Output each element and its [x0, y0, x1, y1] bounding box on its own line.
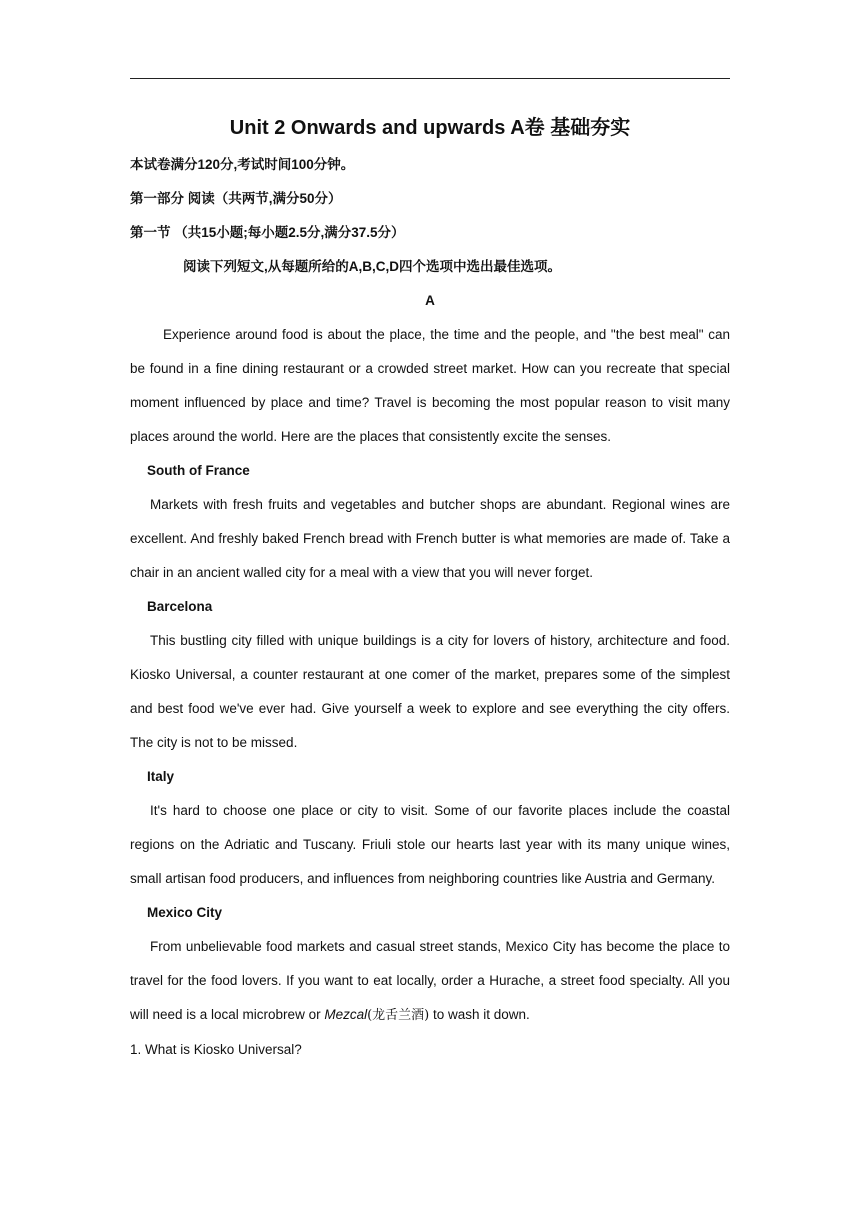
passage-intro-paragraph: Experience around food is about the place, the time and the people, and "the best meal" can be found in a fine dining restaurant or a crowded street market. How can you recreate that special moment influenced by place and time? Travel is becoming the most popular reason to visit many places around the world. Here are the places that consistently excite the senses. [130, 327, 730, 444]
section-heading-mexico-city: Mexico City [147, 905, 223, 920]
mezcal-chinese-gloss: (龙舌兰酒) [367, 1008, 430, 1023]
section-heading-italy: Italy [147, 769, 175, 784]
section-text-italy: It's hard to choose one place or city to visit. Some of our favorite places include the coastal regions on the Adriatic and Tuscany. Friuli stole our hearts last year with its many unique wines, small artisan food producers, and influences from neighboring countries like Austria and Germany. [130, 803, 730, 886]
document-title: Unit 2 Onwards and upwards A卷 基础夯实 [229, 117, 631, 139]
score-line: 本试卷满分120分,考试时间100分钟。 [130, 157, 355, 172]
section-heading-south-of-france: South of France [147, 463, 250, 478]
section-text-barcelona: This bustling city filled with unique buildings is a city for lovers of history, architecture and food. Kiosko Universal, a counter restaurant at one comer of the market, prepares some of the simplest and best food we've ever had. Give yourself a week to explore and see everything the city offers. The city is not to be missed. [130, 633, 730, 750]
section-text-south-of-france: Markets with fresh fruits and vegetables and butcher shops are abundant. Regional wines are excellent. And freshly baked French bread with French butter is what memories are made of. Take a chair in an ancient walled city for a meal with a view that you will never forget. [130, 497, 730, 580]
question-1: 1. What is Kiosko Universal? [130, 1042, 302, 1057]
section-heading-barcelona: Barcelona [147, 599, 213, 614]
section-text-mexico-city: From unbelievable food markets and casual street stands, Mexico City has become the place to travel for the food lovers. If you want to eat locally, order a Hurache, a street food specialty. All you will need is a local microbrew or Mezcal(龙舌兰酒) to wash it down. [130, 939, 730, 1023]
instruction-line: 阅读下列短文,从每题所给的A,B,C,D四个选项中选出最佳选项。 [183, 259, 561, 274]
part-heading: 第一部分 阅读（共两节,满分50分） [130, 191, 342, 206]
document-page [130, 108, 730, 1067]
section-heading: 第一节 （共15小题;每小题2.5分,满分37.5分） [130, 225, 405, 240]
mezcal-italic: Mezcal [324, 1007, 368, 1022]
passage-label: A [425, 293, 435, 308]
header-rule [130, 78, 730, 79]
